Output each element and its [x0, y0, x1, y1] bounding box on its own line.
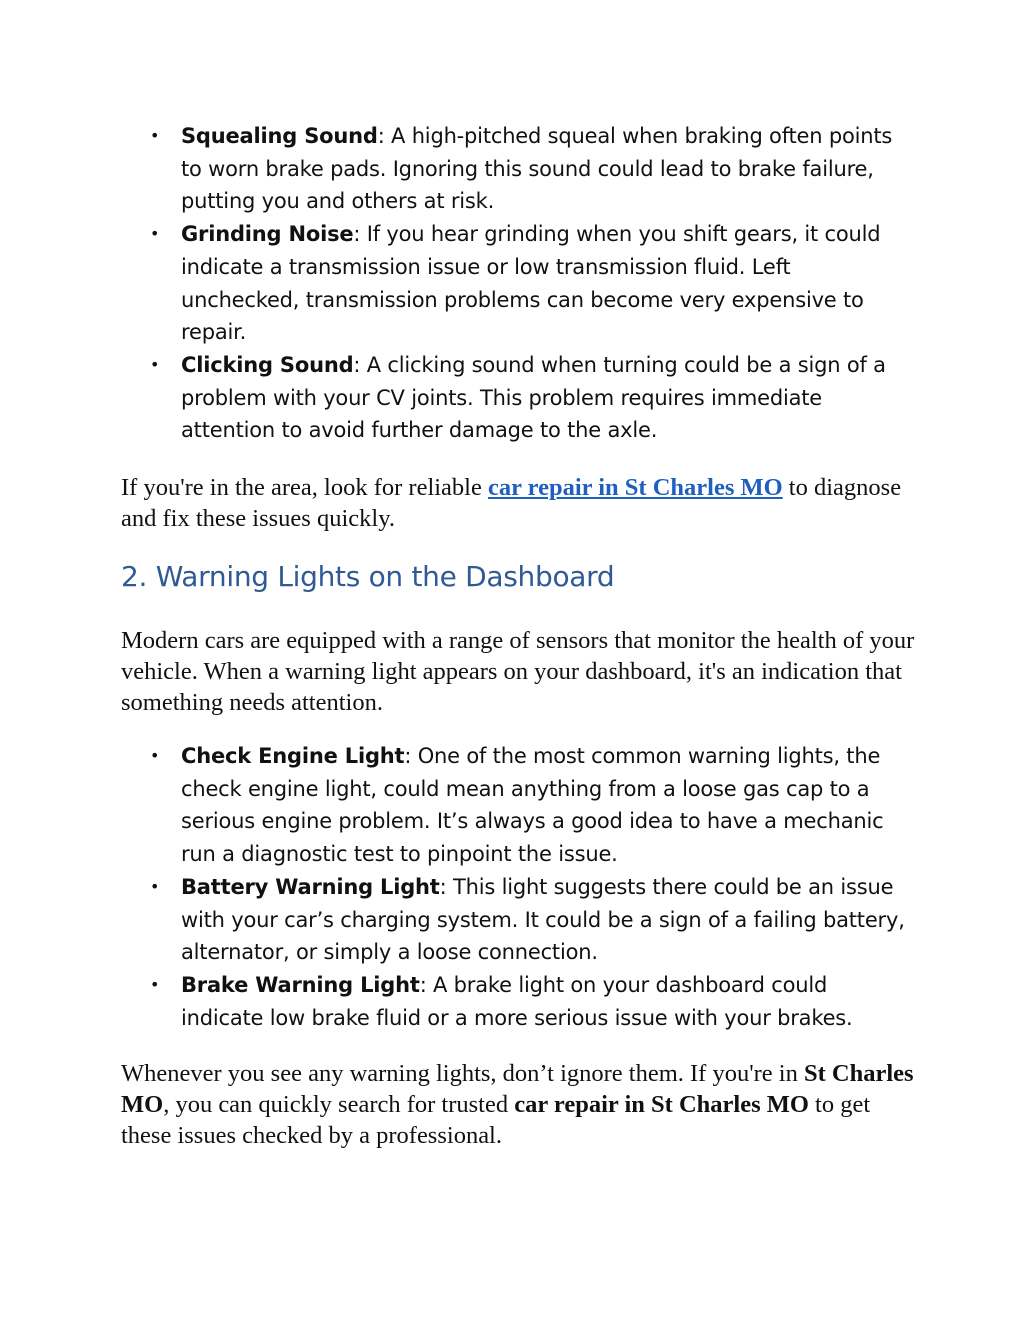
sensors-intro-paragraph: Modern cars are equipped with a range of sensors that monitor the health of your vehicle. When a warning light appears on your dashboard, it's an indication that something needs attention.: [121, 627, 915, 716]
repair-recommendation-paragraph: [121, 472, 921, 534]
warning-lights-list: [150, 740, 911, 1034]
list-item-text: : A clicking sound when turning could be a sign of a problem with your CV joints. This problem requires immediate attention to avoid further damage to the axle.: [181, 352, 886, 443]
list-item-grinding-noise: [150, 218, 911, 349]
list-item-clicking-sound: [150, 349, 911, 447]
car-repair-link[interactable]: car repair in St Charles MO: [488, 474, 783, 501]
list-item-term: Grinding Noise: [181, 222, 354, 247]
service-text: car repair in St Charles MO: [514, 1091, 809, 1118]
bullet-icon: •: [150, 876, 160, 896]
section-heading: 2. Warning Lights on the Dashboard: [121, 560, 615, 593]
closing-paragraph: [121, 1058, 921, 1151]
location-text: St Charles MO: [121, 1060, 914, 1118]
paragraph-text: to get these issues checked by a professional.: [121, 1091, 871, 1149]
bullet-icon: •: [150, 746, 160, 765]
list-item-term: Brake Warning Light: [181, 972, 420, 997]
list-item-battery-warning-light: [150, 871, 911, 969]
paragraph-text: , you can quickly search for trusted: [163, 1091, 515, 1118]
list-item-text: : One of the most common warning lights, the check engine light, could mean anything from a loose gas cap to a serious engine problem. It’s always a good idea to have a mechanic run a diagnostic test to pinpoint the issue.: [181, 744, 884, 867]
noise-symptoms-list: [150, 120, 911, 447]
bullet-icon: •: [150, 224, 160, 244]
paragraph-text: Whenever you see any warning lights, don’t ignore them. If you're in: [121, 1060, 804, 1087]
paragraph-text: If you're in the area, look for reliable: [121, 474, 488, 501]
list-item-text: : A brake light on your dashboard could indicate low brake fluid or a more serious issue with your brakes.: [181, 972, 853, 1030]
list-item-term: Squealing Sound: [181, 124, 378, 148]
list-item-term: Clicking Sound: [181, 352, 354, 377]
paragraph-text: to diagnose and fix these issues quickly.: [121, 474, 902, 532]
list-item-brake-warning-light: [150, 969, 911, 1034]
bullet-icon: •: [150, 974, 160, 994]
list-item-check-engine-light: [150, 740, 911, 871]
list-item-text: : This light suggests there could be an issue with your car’s charging system. It could be a sign of a failing battery, alternator, or simply a loose connection.: [181, 874, 905, 965]
list-item-text: : A high-pitched squeal when braking often points to worn brake pads. Ignoring this sound could lead to brake failure, putting you and others at risk.: [181, 124, 893, 214]
list-item-term: Check Engine Light: [181, 744, 405, 768]
list-item-squealing-sound: [150, 120, 911, 218]
list-item-text: : If you hear grinding when you shift gears, it could indicate a transmission issue or low transmission fluid. Left unchecked, transmission problems can become very expensive to repair.: [181, 222, 881, 345]
list-item-term: Battery Warning Light: [181, 874, 440, 899]
bullet-icon: •: [150, 126, 160, 145]
bullet-icon: •: [150, 354, 160, 374]
